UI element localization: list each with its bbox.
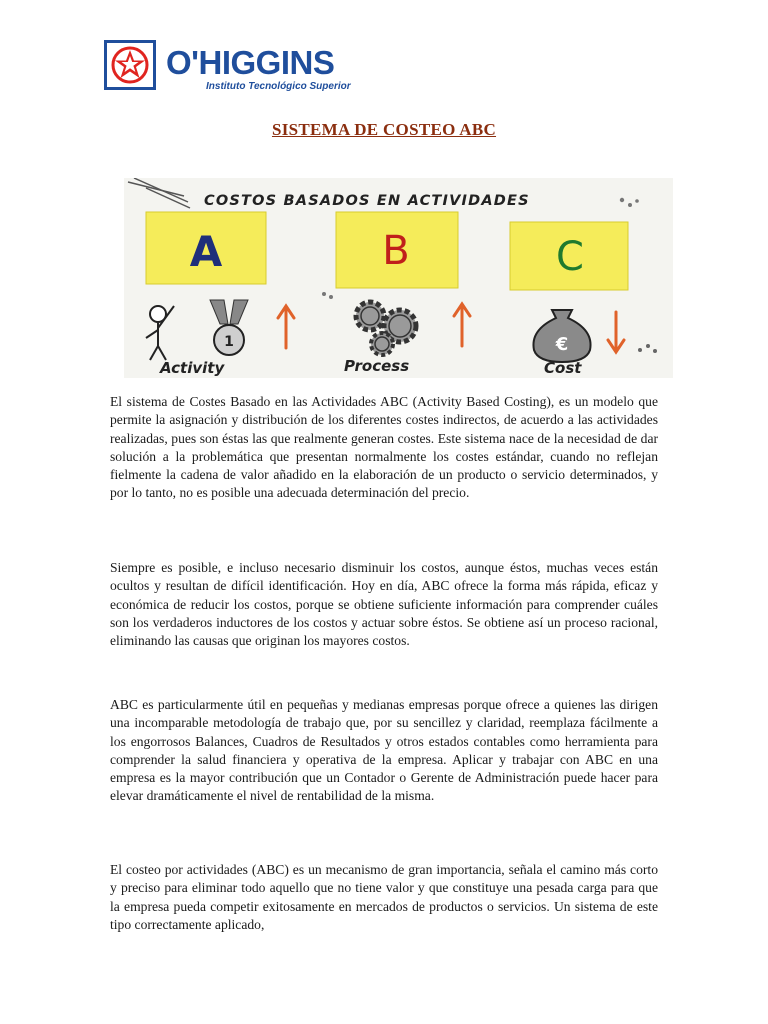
money-bag-icon (533, 310, 590, 362)
note-b-letter: B (382, 228, 410, 274)
paragraph-1: El sistema de Costes Basado en las Actividades ABC (Activity Based Costing), es un modelo que permite la asignación y distribución de los diferentes costes indirectos, de acuerdo a las actividades realizadas, pues son éstas las que realmente generan costes. Este sistema nace de la necesidad de dar solución a la problemática que presentan normalmente los costes estándar, cuando no reflejan fielmente la cadena de valor añadido en la elaboración de un producto o servicio determinados, y por lo tanto, no es posible una adecuada determinación del precio. (110, 394, 658, 501)
pencil-icon (128, 178, 190, 208)
paragraph-4: El costeo por actividades (ABC) es un mecanismo de gran importancia, señala el camino más corto y preciso para eliminar todo aquello que no tiene valor y que constituye una pesada carga para que la empresa pueda competir exitosamente en mercados de productos o servicios. Un sistema de este tipo correctamente aplicado, (110, 862, 658, 932)
arrow-up-icon (278, 306, 294, 348)
abc-banner-image (124, 178, 673, 378)
decor-dot (329, 295, 333, 299)
banner-label-process: Process (344, 357, 410, 375)
decor-dot (635, 199, 639, 203)
decor-dot (646, 344, 650, 348)
decor-dot (620, 198, 624, 202)
svg-text:€: € (555, 334, 569, 355)
note-c (510, 222, 628, 290)
svg-text:1: 1 (224, 334, 234, 350)
document-title: SISTEMA DE COSTEO ABC (271, 120, 497, 139)
decor-dot (638, 348, 642, 352)
note-b (336, 212, 458, 288)
medal-icon (210, 300, 248, 355)
note-a (146, 212, 266, 284)
stick-figure-icon (146, 306, 174, 360)
arrow-down-icon (608, 312, 624, 352)
decor-dot (628, 203, 632, 207)
note-a-letter: A (189, 227, 223, 276)
banner-label-activity: Activity (160, 359, 225, 377)
paragraph-3: ABC es particularmente útil en pequeñas y medianas empresas porque ofrece a quienes las dirigen una incomparable metodología de trabajo que, por su sencillez y claridad, reemplaza fácilmente a los engorrosos Balances, Cuadros de Resultados y otros estados contables como herramienta para comprender la salud financiera y operativa de la empresa. Aplicar y trabajar con ABC en una empresa es la mayor contribución que un Contador o Gerente de Administración puede hacer para elevar dramáticamente el nivel de rentabilidad de la misma. (110, 697, 658, 804)
gears-icon (356, 302, 416, 355)
logo-emblem (104, 40, 156, 90)
note-c-letter: C (556, 234, 584, 280)
banner-label-cost: Cost (544, 359, 582, 377)
logo-subtitle: Instituto Tecnológico Superior (206, 81, 351, 92)
banner-heading: COSTOS BASADOS EN ACTIVIDADES (204, 193, 530, 209)
logo-name: O'HIGGINS (166, 44, 335, 81)
institute-logo (104, 40, 351, 96)
paragraph-2: Siempre es posible, e incluso necesario disminuir los costos, aunque éstos, muchas veces están ocultos y resultan de difícil identificación. Hoy en día, ABC ofrece la forma más rápida, eficaz y económica de reducir los costos, porque se obtiene suficiente información para comprender cuáles son los verdaderos inductores de los costos y actuar sobre éstos. Se obtiene así un proceso racional, eliminando las causas que originan los mayores costos. (110, 560, 658, 649)
decor-dot (322, 292, 326, 296)
decor-dot (653, 349, 657, 353)
star-icon (110, 45, 150, 85)
arrow-up-icon (454, 304, 470, 346)
